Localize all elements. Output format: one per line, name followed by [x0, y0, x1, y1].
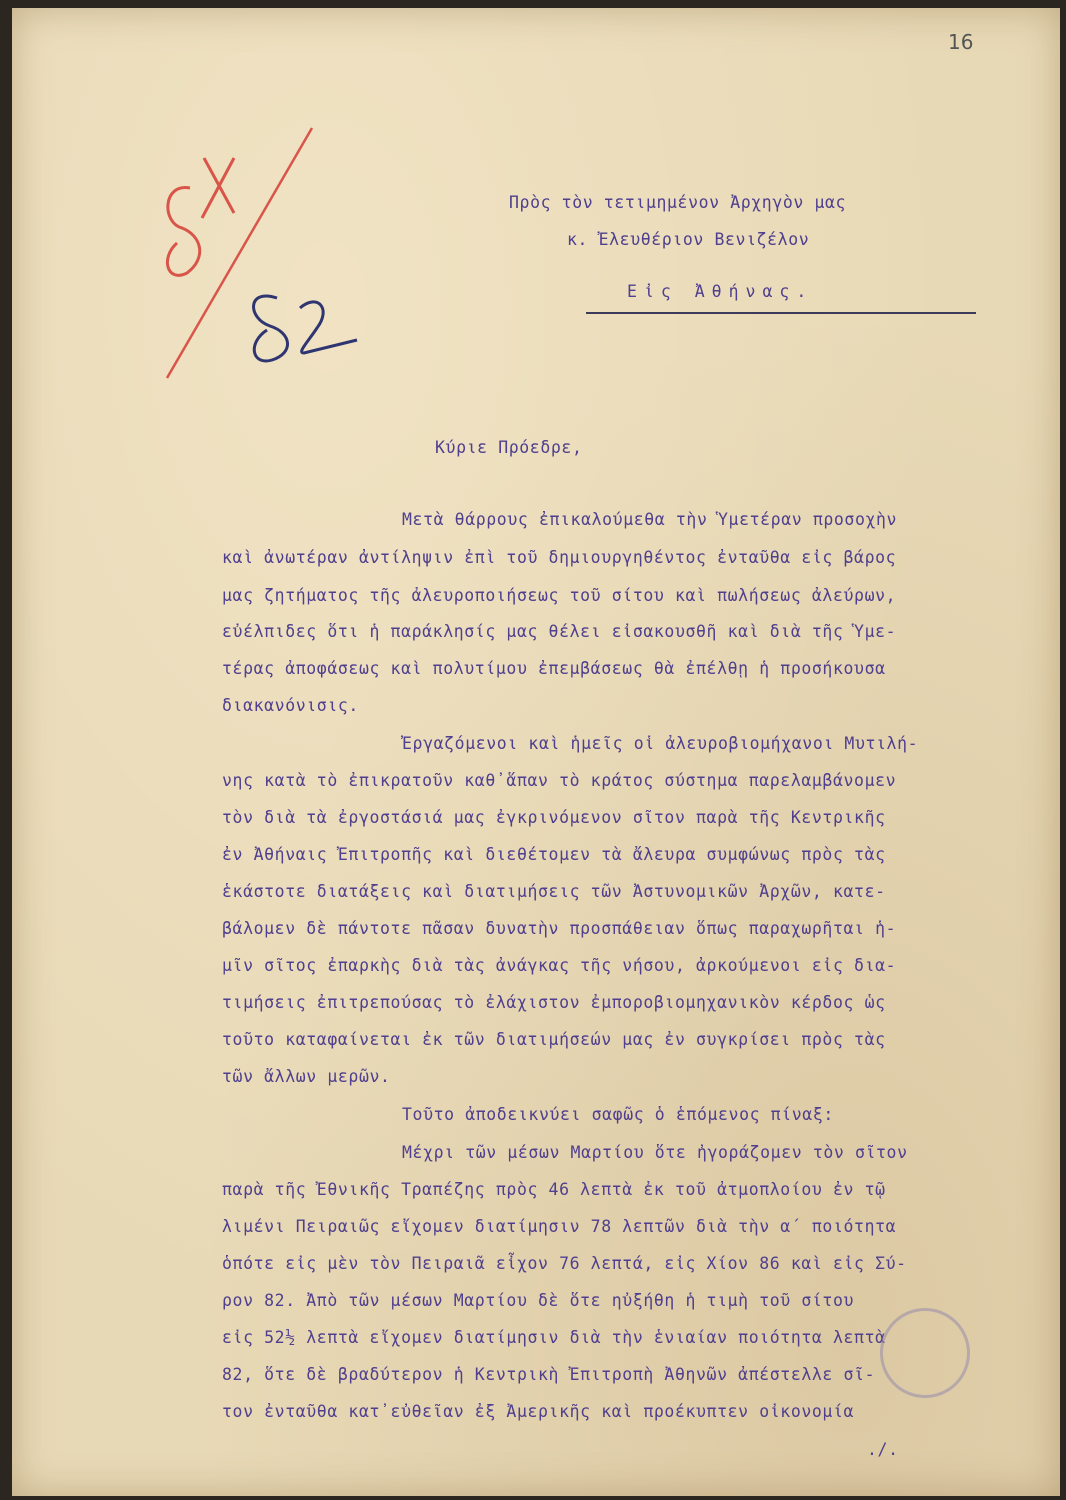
- body-line: λιμένι Πειραιῶς εἴχομεν διατίμησιν 78 λεπτῶν διὰ τὴν α΄ ποιότητα: [222, 1217, 897, 1236]
- body-line: Μετὰ θάρρους ἐπικαλούμεθα τὴν Ὑμετέραν προσοχὴν: [402, 510, 898, 529]
- archive-stamp: [880, 1308, 970, 1398]
- body-line: τὸν διὰ τὰ ἐργοστάσιά μας ἐγκρινόμενον σῖτον παρὰ τῆς Κεντρικῆς: [222, 808, 886, 827]
- salutation: Κύριε Πρόεδρε,: [435, 438, 583, 457]
- recipient-line-2: κ. Ἐλευθέριον Βενιζέλον: [567, 230, 810, 249]
- body-line: καὶ ἀνωτέραν ἀντίληψιν ἐπὶ τοῦ δημιουργηθέντος ἐνταῦθα εἰς βάρος: [222, 548, 897, 567]
- recipient-city: Εἰς Ἀθήνας.: [627, 282, 814, 301]
- body-line: μῖν σῖτος ἐπαρκὴς διὰ τὰς ἀνάγκας τῆς νήσου, ἀρκούμενοι εἰς δια-: [222, 956, 897, 975]
- body-line: τοῦτο καταφαίνεται ἐκ τῶν διατιμήσεών μας ἐν συγκρίσει πρὸς τὰς: [222, 1030, 886, 1049]
- body-line: τέρας ἀποφάσεως καὶ πολυτίμου ἐπεμβάσεως θὰ ἐπέλθῃ ἡ προσήκουσα: [222, 659, 886, 678]
- body-line: εἰς 52½ λεπτὰ εἴχομεν διατίμησιν διὰ τὴν ἑνιαίαν ποιότητα λεπτὰ: [222, 1328, 886, 1347]
- letter-page: [12, 8, 1060, 1496]
- body-line: τιμήσεις ἐπιτρεπούσας τὸ ἐλάχιστον ἐμποροβιομηχανικὸν κέρδος ὡς: [222, 993, 886, 1012]
- body-line: ρον 82. Ἀπὸ τῶν μέσων Μαρτίου δὲ ὅτε ηὐξήθη ἡ τιμὴ τοῦ σίτου: [222, 1291, 855, 1310]
- body-line: τῶν ἄλλων μερῶν.: [222, 1067, 391, 1086]
- body-line: παρὰ τῆς Ἐθνικῆς Τραπέζης πρὸς 46 λεπτὰ ἐκ τοῦ ἀτμοπλοίου ἐν τῷ: [222, 1180, 886, 1199]
- body-line: διακανόνισις.: [222, 696, 359, 715]
- archive-number-marks: [12, 8, 432, 428]
- body-line: νης κατὰ τὸ ἐπικρατοῦν καθ᾿ἅπαν τὸ κράτος σύστημα παρελαμβάνομεν: [222, 771, 897, 790]
- body-line: μας ζητήματος τῆς ἀλευροποιήσεως τοῦ σίτου καὶ πωλήσεως ἀλεύρων,: [222, 586, 897, 605]
- continuation-mark: ./.: [867, 1440, 899, 1459]
- body-line: 82, ὅτε δὲ βραδύτερον ἡ Κεντρικὴ Ἐπιτροπὴ Ἀθηνῶν ἀπέστελλε σῖ-: [222, 1365, 876, 1384]
- address-underline: [586, 312, 976, 314]
- body-line: εὐέλπιδες ὅτι ἡ παράκλησίς μας θέλει εἰσακουσθῆ καὶ διὰ τῆς Ὑμε-: [222, 622, 897, 641]
- body-line: βάλομεν δὲ πάντοτε πᾶσαν δυνατὴν προσπάθειαν ὅπως παραχωρῆται ἡ-: [222, 919, 897, 938]
- body-line: ἐν Ἀθήναις Ἐπιτροπῆς καὶ διεθέτομεν τὰ ἄλευρα συμφώνως πρὸς τὰς: [222, 845, 886, 864]
- body-line: ἑκάστοτε διατάξεις καὶ διατιμήσεις τῶν Ἀστυνομικῶν Ἀρχῶν, κατε-: [222, 882, 886, 901]
- body-line: Ἐργαζόμενοι καὶ ἡμεῖς οἱ ἀλευροβιομήχανοι Μυτιλή-: [402, 734, 919, 753]
- recipient-line-1: Πρὸς τὸν τετιμημένον Ἀρχηγὸν μας: [509, 193, 847, 212]
- body-line: ὁπότε εἰς μὲν τὸν Πειραιᾶ εἶχον 76 λεπτά, εἰς Χίον 86 καὶ εἰς Σύ-: [222, 1254, 907, 1273]
- body-line: Μέχρι τῶν μέσων Μαρτίου ὅτε ἠγοράζομεν τὸν σῖτον: [402, 1143, 908, 1162]
- page-number: 16: [948, 30, 974, 54]
- body-line: τον ἐνταῦθα κατ᾿εὐθεῖαν ἐξ Ἀμερικῆς καὶ προέκυπτεν οἰκονομία: [222, 1402, 855, 1421]
- body-line: Τοῦτο ἀποδεικνύει σαφῶς ὁ ἑπόμενος πίναξ:: [402, 1105, 834, 1124]
